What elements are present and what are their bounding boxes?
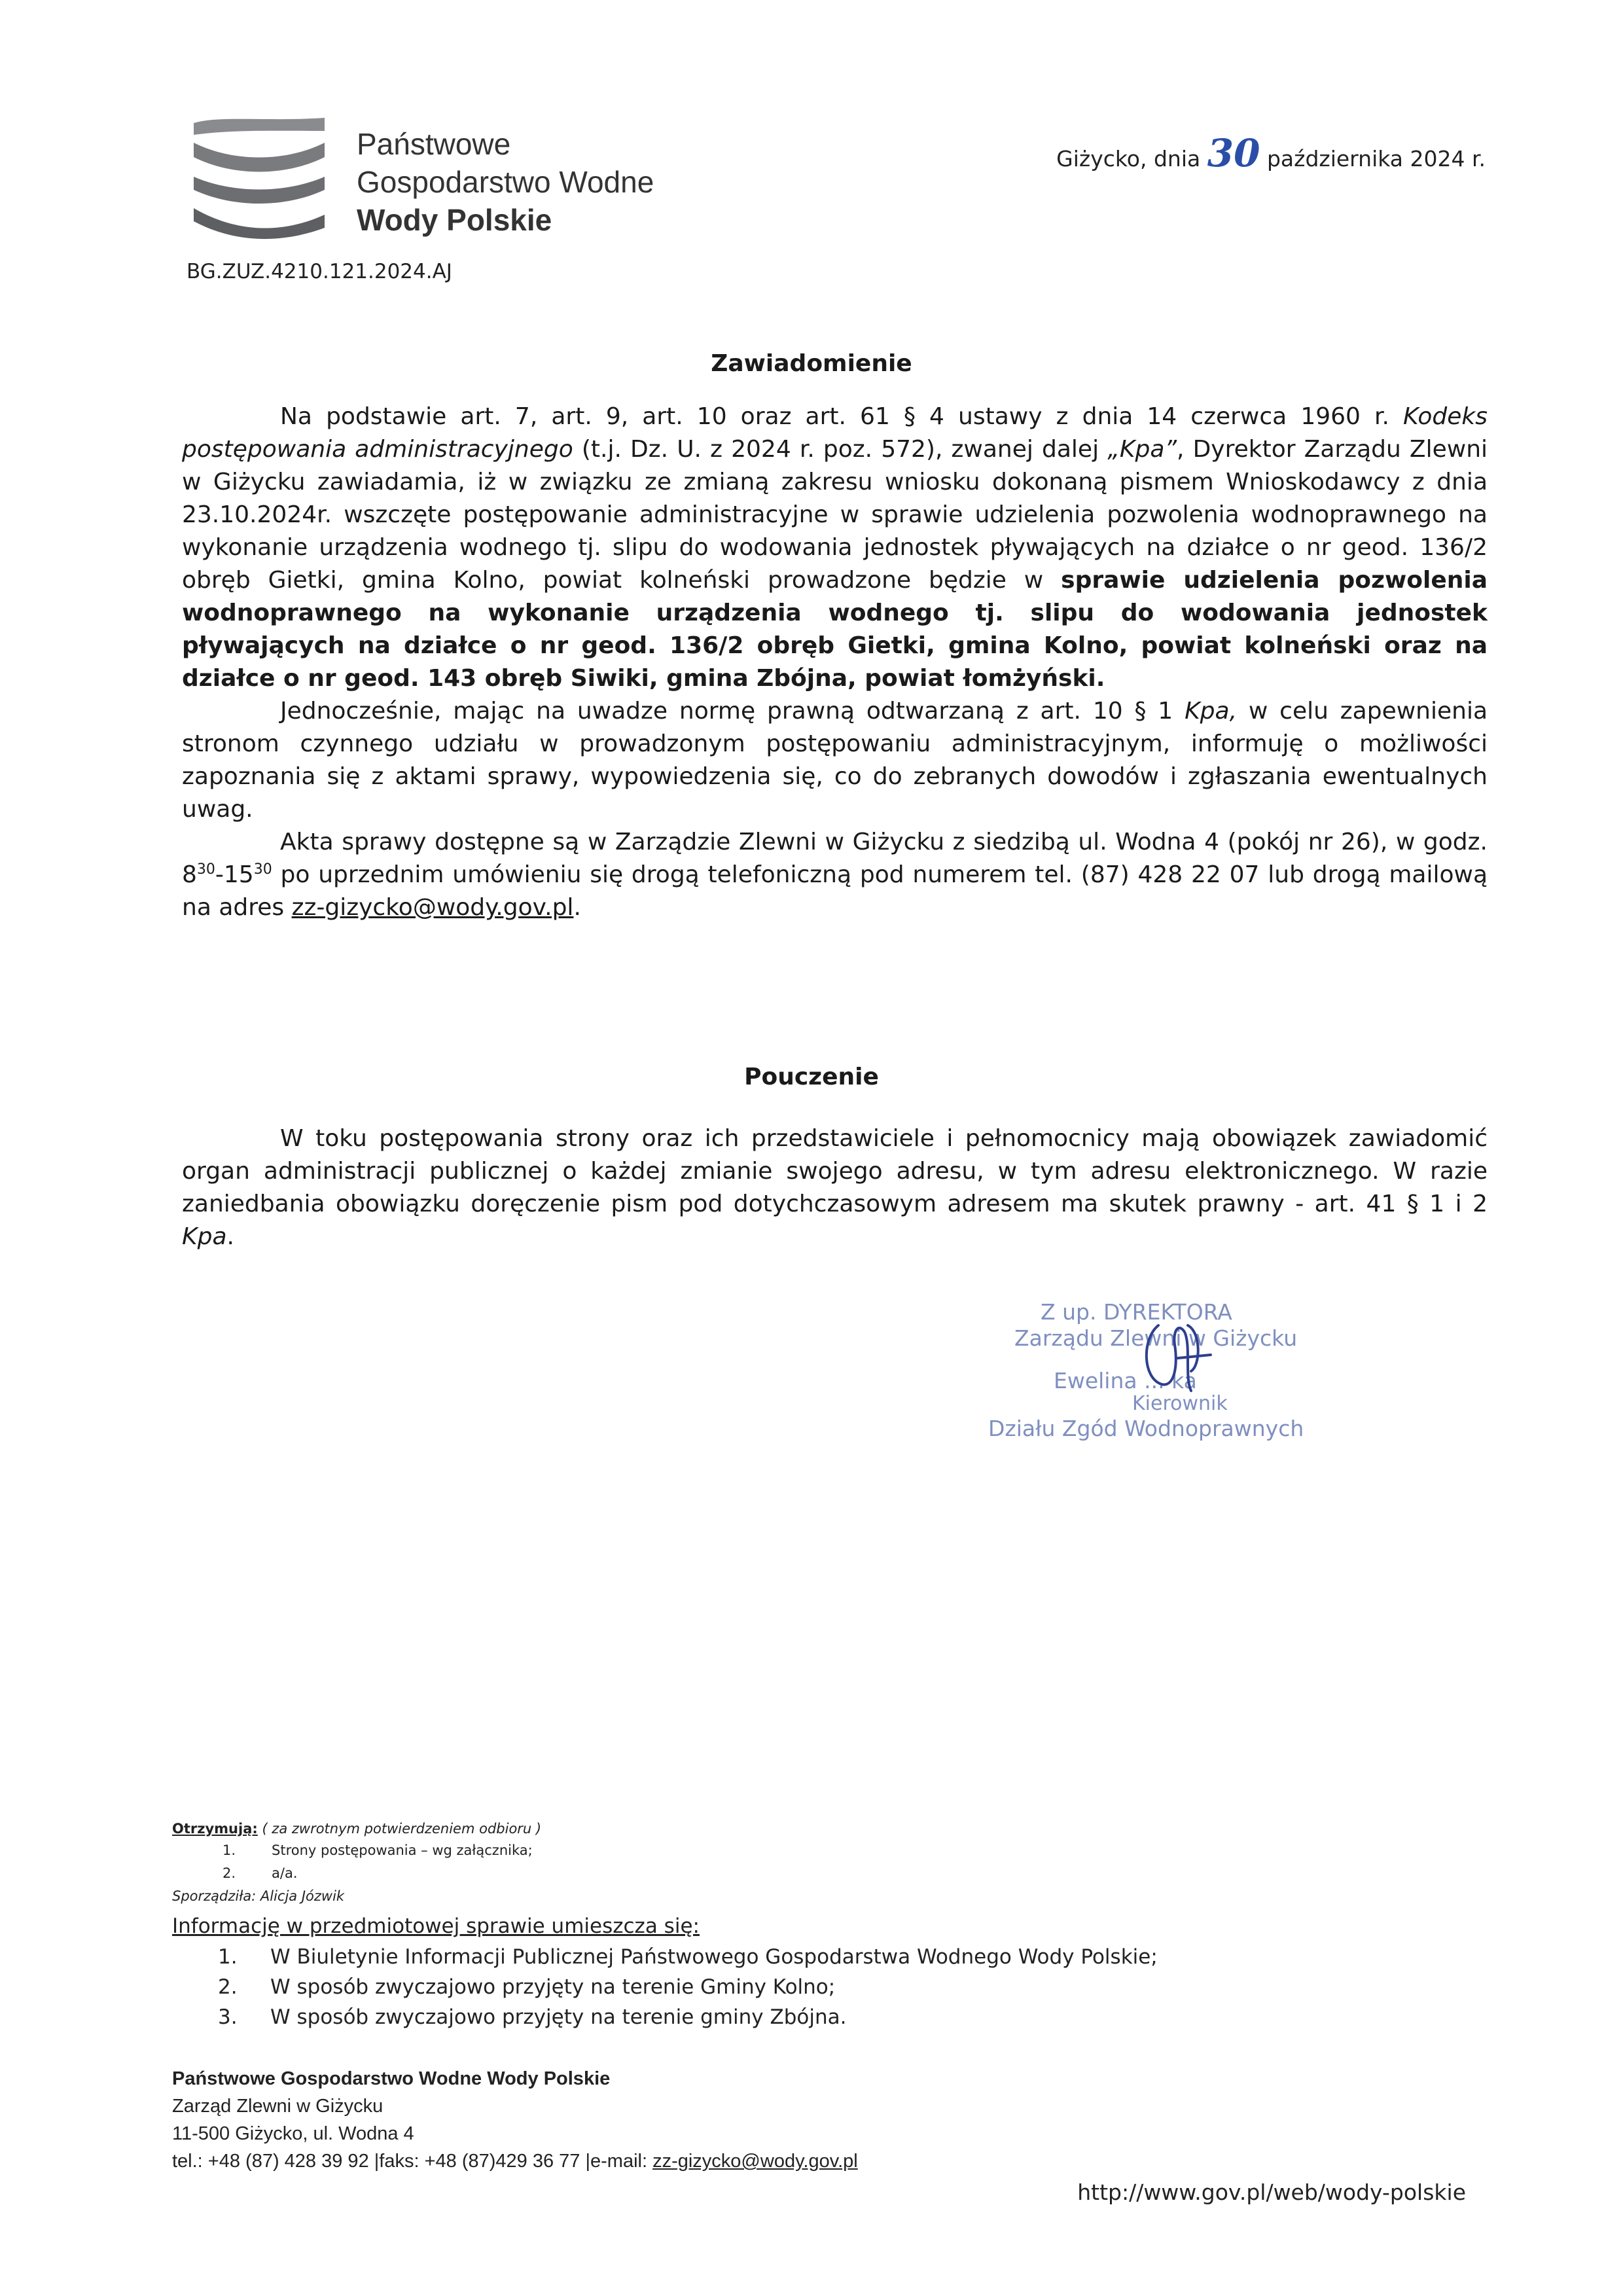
- prepared-by: Sporządziła: Alicja Józwik: [172, 1888, 345, 1904]
- org-name-line1: Państwowe: [357, 127, 511, 161]
- instruction-body: [182, 1122, 1488, 1253]
- date-line: [1056, 131, 1486, 175]
- date-suffix: października 2024 r.: [1266, 146, 1486, 171]
- recipient-item-1-text: Strony postępowania – wg załącznika;: [272, 1842, 533, 1858]
- wody-polskie-logo-icon: [194, 117, 325, 241]
- footer-street: 11-500 Giżycko, ul. Wodna 4: [172, 2123, 414, 2144]
- footer-website-link[interactable]: http://www.gov.pl/web/wody-polskie: [1077, 2179, 1466, 2205]
- recipient-item-2-num: 2.: [223, 1865, 236, 1881]
- date-day-handwritten: 30: [1207, 131, 1260, 175]
- recipient-item-2-text: a/a.: [272, 1865, 298, 1881]
- publication-item-2-text: W sposób zwyczajowo przyjęty na terenie Gminy Kolno;: [270, 1975, 836, 1999]
- org-name-line3: Wody Polskie: [357, 203, 552, 237]
- notice-paragraph-3: Akta sprawy dostępne są w Zarządzie Zlewni w Giżycku z siedzibą ul. Wodna 4 (pokój nr 26), w godz. $8^{30}-15^{30}$ po uprzednim umówieniu się drogą telefoniczną pod numerem tel. (87) 428 22 07 lub drogą mailową na adres zz-gizycko@wody.gov.pl.: [182, 829, 1488, 921]
- date-prefix: Giżycko, dnia: [1056, 146, 1201, 171]
- publication-header: Informację w przedmiotowej sprawie umieszcza się:: [172, 1914, 700, 1938]
- notice-paragraph-2: Jednocześnie, mając na uwadze normę prawną odtwarzaną z art. 10 § 1 Kpa, w celu zapewnienia stronom czynnego udziału w prowadzonym postępowaniu administracyjnym, informuję o możliwości zapoznania się z aktami sprawy, wypowiedzenia się, co do zebranych dowodów i zgłaszania ewentualnych uwag.: [182, 698, 1488, 823]
- official-stamp: Z up. DYREKTORA Zarządu Zlewni w Giżycku Ewelina ... ka Kierownik Działu Zgód Wodnoprawnych: [988, 1299, 1304, 1441]
- footer-org-name: Państwowe Gospodarstwo Wodne Wody Polskie: [172, 2068, 611, 2089]
- recipient-item-1-num: 1.: [223, 1842, 236, 1858]
- handwritten-signature-icon: [1139, 1312, 1217, 1410]
- org-name-line2: Gospodarstwo Wodne: [357, 165, 654, 199]
- footer-contact: tel.: +48 (87) 428 39 92 |faks: +48 (87)429 36 77 |e-mail: zz-gizycko@wody.gov.pl: [172, 2151, 858, 2172]
- publication-item-1-text: W Biuletynie Informacji Publicznej Państwowego Gospodarstwa Wodnego Wody Polskie;: [270, 1945, 1158, 1969]
- instruction-paragraph: W toku postępowania strony oraz ich przedstawiciele i pełnomocnicy mają obowiązek zawiadomić organ administracji publicznej o każdej zmianie swojego adresu, w tym adresu elektronicznego. W razie zaniedbania obowiązku doręczenie pism pod dotychczasowym adresem ma skutek prawny - art. 41 § 1 i 2 Kpa.: [182, 1125, 1488, 1250]
- footer-address: [172, 2065, 858, 2175]
- recipients-header: Otrzymują: ( za zwrotnym potwierdzeniem odbioru ): [172, 1821, 542, 1837]
- publication-item-3-text: W sposób zwyczajowo przyjęty na terenie gminy Zbójna.: [270, 2005, 847, 2029]
- footer-email-link[interactable]: zz-gizycko@wody.gov.pl: [652, 2151, 858, 2172]
- footer-unit: Zarząd Zlewni w Giżycku: [172, 2096, 383, 2117]
- publication-item-2-num: 2.: [218, 1975, 238, 1999]
- reference-number: BG.ZUZ.4210.121.2024.AJ: [187, 260, 452, 283]
- publication-item-1-num: 1.: [218, 1945, 238, 1969]
- notice-title: Zawiadomienie: [711, 350, 912, 377]
- contact-email-link[interactable]: zz-gizycko@wody.gov.pl: [291, 894, 574, 921]
- instruction-title: Pouczenie: [744, 1064, 879, 1090]
- notice-body: [182, 401, 1488, 924]
- publication-item-3-num: 3.: [218, 2005, 238, 2029]
- notice-paragraph-1: Na podstawie art. 7, art. 9, art. 10 oraz art. 61 § 4 ustawy z dnia 14 czerwca 1960 r. Kodeks postępowania administracyjnego (t.j. Dz. U. z 2024 r. poz. 572), zwanej dalej „Kpa”, Dyrektor Zarządu Zlewni w Giżycku zawiadamia, iż w związku ze zmianą zakresu wniosku dokonaną pismem Wnioskodawcy z dnia 23.10.2024r. wszczęte postępowanie administracyjne w sprawie udzielenia pozwolenia wodnoprawnego na wykonanie urządzenia wodnego tj. slipu do wodowania jednostek pływających na działce o nr geod. 136/2 obręb Gietki, gmina Kolno, powiat kolneński prowadzone będzie w sprawie udzielenia pozwolenia wodnoprawnego na wykonanie urządzenia wodnego tj. slipu do wodowania jednostek pływających na działce o nr geod. 136/2 obręb Gietki, gmina Kolno, powiat kolneński oraz na działce o nr geod. 143 obręb Siwiki, gmina Zbójna, powiat łomżyński.: [182, 403, 1488, 692]
